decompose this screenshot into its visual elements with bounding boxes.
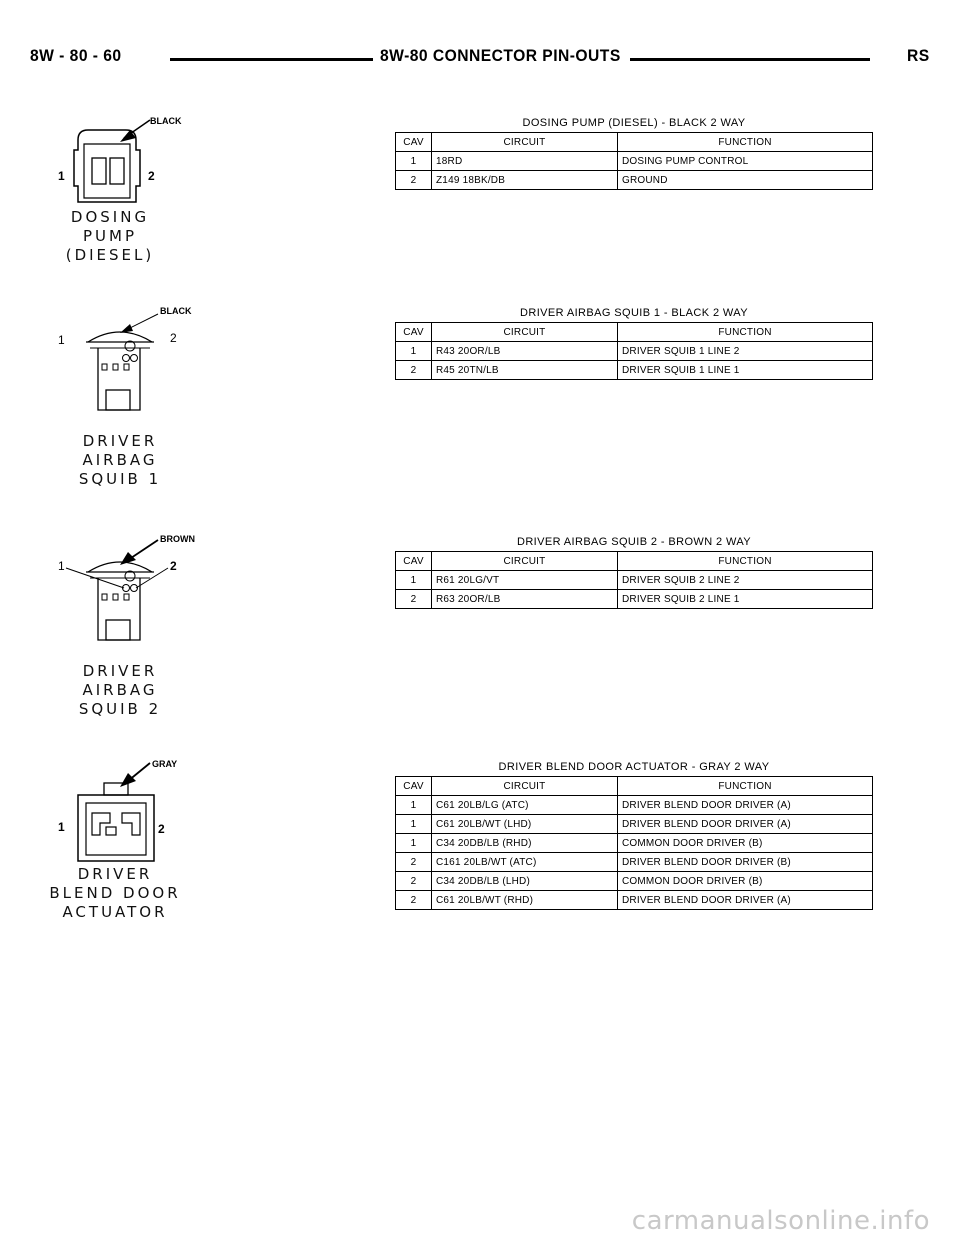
col-cav: CAV	[396, 323, 432, 342]
col-function: FUNCTION	[618, 323, 873, 342]
table-row	[396, 796, 873, 815]
pin-1-label: 1	[58, 333, 65, 347]
driver-airbag-squib-1-connector-figure	[40, 300, 240, 495]
table-row	[396, 834, 873, 853]
color-label: BROWN	[160, 534, 195, 544]
squib-1-connector-drawing	[40, 300, 240, 430]
squib-2-connector-drawing	[40, 530, 240, 660]
cell-function: DRIVER BLEND DOOR DRIVER (A)	[618, 815, 873, 834]
name-line-3: SQUIB 1	[78, 470, 162, 488]
dosing-pump-connector-drawing	[40, 110, 240, 210]
pin-1-label: 1	[58, 820, 65, 834]
color-label: BLACK	[150, 116, 182, 126]
pin-1-label: 1	[58, 169, 65, 183]
pin-1-label: 1	[58, 559, 65, 573]
cell-cav: 2	[396, 891, 432, 910]
color-label: GRAY	[152, 759, 178, 769]
table-row	[396, 872, 873, 891]
squib-1-connector-name	[70, 432, 170, 489]
table-header-row	[396, 323, 873, 342]
pin-2-label: 2	[158, 822, 165, 836]
cell-circuit: Z149 18BK/DB	[432, 171, 618, 190]
cell-circuit: R61 20LG/VT	[432, 571, 618, 590]
cell-circuit: 18RD	[432, 152, 618, 171]
col-circuit: CIRCUIT	[432, 777, 618, 796]
name-line-3: (DIESEL)	[65, 246, 155, 264]
table-title: DRIVER AIRBAG SQUIB 1 - BLACK 2 WAY	[520, 307, 748, 319]
driver-airbag-squib-2-connector-figure	[40, 530, 240, 720]
model-code: RS	[907, 46, 930, 65]
col-cav: CAV	[396, 133, 432, 152]
cell-function: DRIVER SQUIB 2 LINE 2	[618, 571, 873, 590]
table-row	[396, 853, 873, 872]
table-row	[396, 891, 873, 910]
pinout-table	[395, 322, 873, 380]
cell-cav: 2	[396, 171, 432, 190]
table-row	[396, 815, 873, 834]
cell-function: DRIVER SQUIB 1 LINE 1	[618, 361, 873, 380]
name-line-2: PUMP	[82, 227, 137, 245]
name-line-1: DRIVER	[82, 662, 158, 680]
pinout-table	[395, 551, 873, 609]
name-line-1: DRIVER	[82, 432, 158, 450]
cell-cav: 1	[396, 571, 432, 590]
blend-door-connector-drawing	[40, 755, 240, 865]
watermark: carmanualsonline.info	[631, 1206, 930, 1236]
pinout-table	[395, 132, 873, 190]
header-rule-right	[630, 58, 870, 61]
pin-2-label: 2	[170, 331, 177, 345]
page-title: 8W-80 CONNECTOR PIN-OUTS	[380, 46, 621, 65]
col-function: FUNCTION	[618, 133, 873, 152]
col-cav: CAV	[396, 552, 432, 571]
cell-cav: 1	[396, 815, 432, 834]
cell-function: DRIVER SQUIB 1 LINE 2	[618, 342, 873, 361]
table-row	[396, 361, 873, 380]
cell-function: DRIVER BLEND DOOR DRIVER (A)	[618, 891, 873, 910]
name-line-2: AIRBAG	[82, 451, 158, 469]
page-number: 8W - 80 - 60	[30, 46, 122, 65]
cell-cav: 2	[396, 590, 432, 609]
table-header-row	[396, 552, 873, 571]
table-row	[396, 171, 873, 190]
col-function: FUNCTION	[618, 552, 873, 571]
driver-blend-door-actuator-pinout-table	[395, 758, 873, 910]
col-circuit: CIRCUIT	[432, 323, 618, 342]
cell-function: GROUND	[618, 171, 873, 190]
cell-cav: 1	[396, 342, 432, 361]
table-row	[396, 571, 873, 590]
driver-airbag-squib-2-pinout-table	[395, 533, 873, 609]
driver-airbag-squib-1-pinout-table	[395, 304, 873, 380]
name-line-3: SQUIB 2	[78, 700, 162, 718]
dosing-pump-pinout-table	[395, 114, 873, 190]
cell-function: COMMON DOOR DRIVER (B)	[618, 834, 873, 853]
cell-cav: 2	[396, 361, 432, 380]
cell-circuit: C61 20LB/WT (LHD)	[432, 815, 618, 834]
cell-circuit: R43 20OR/LB	[432, 342, 618, 361]
cell-cav: 1	[396, 796, 432, 815]
page-header	[30, 46, 930, 74]
pin-2-label: 2	[170, 559, 177, 573]
pinout-table	[395, 776, 873, 910]
header-rule-left	[170, 58, 373, 61]
table-title: DRIVER AIRBAG SQUIB 2 - BROWN 2 WAY	[516, 536, 752, 548]
cell-circuit: C61 20LB/WT (RHD)	[432, 891, 618, 910]
squib-2-connector-name	[70, 662, 170, 719]
cell-cav: 1	[396, 834, 432, 853]
cell-circuit: R45 20TN/LB	[432, 361, 618, 380]
col-circuit: CIRCUIT	[432, 133, 618, 152]
cell-circuit: C34 20DB/LB (LHD)	[432, 872, 618, 891]
table-header-row	[396, 777, 873, 796]
col-function: FUNCTION	[618, 777, 873, 796]
name-line-3: ACTUATOR	[62, 903, 168, 921]
cell-function: DRIVER BLEND DOOR DRIVER (B)	[618, 853, 873, 872]
dosing-pump-connector-name	[50, 208, 170, 265]
cell-circuit: C161 20LB/WT (ATC)	[432, 853, 618, 872]
cell-cav: 2	[396, 872, 432, 891]
driver-blend-door-actuator-connector-figure	[40, 755, 240, 925]
cell-function: DOSING PUMP CONTROL	[618, 152, 873, 171]
dosing-pump-connector-figure	[40, 110, 240, 270]
color-label: BLACK	[160, 306, 192, 316]
cell-circuit: C34 20DB/LB (RHD)	[432, 834, 618, 853]
pin-2-label: 2	[148, 169, 155, 183]
table-row	[396, 590, 873, 609]
name-line-2: AIRBAG	[82, 681, 158, 699]
cell-function: DRIVER SQUIB 2 LINE 1	[618, 590, 873, 609]
table-title: DOSING PUMP (DIESEL) - BLACK 2 WAY	[522, 117, 746, 129]
cell-cav: 1	[396, 152, 432, 171]
name-line-1: DRIVER	[77, 865, 153, 883]
name-line-2: BLEND DOOR	[49, 884, 181, 902]
blend-door-connector-name	[40, 865, 190, 922]
cell-cav: 2	[396, 853, 432, 872]
cell-circuit: R63 20OR/LB	[432, 590, 618, 609]
table-header-row	[396, 133, 873, 152]
table-title: DRIVER BLEND DOOR ACTUATOR - GRAY 2 WAY	[498, 761, 770, 773]
col-circuit: CIRCUIT	[432, 552, 618, 571]
cell-circuit: C61 20LB/LG (ATC)	[432, 796, 618, 815]
cell-function: COMMON DOOR DRIVER (B)	[618, 872, 873, 891]
table-row	[396, 342, 873, 361]
name-line-1: DOSING	[70, 208, 150, 226]
table-row	[396, 152, 873, 171]
cell-function: DRIVER BLEND DOOR DRIVER (A)	[618, 796, 873, 815]
col-cav: CAV	[396, 777, 432, 796]
